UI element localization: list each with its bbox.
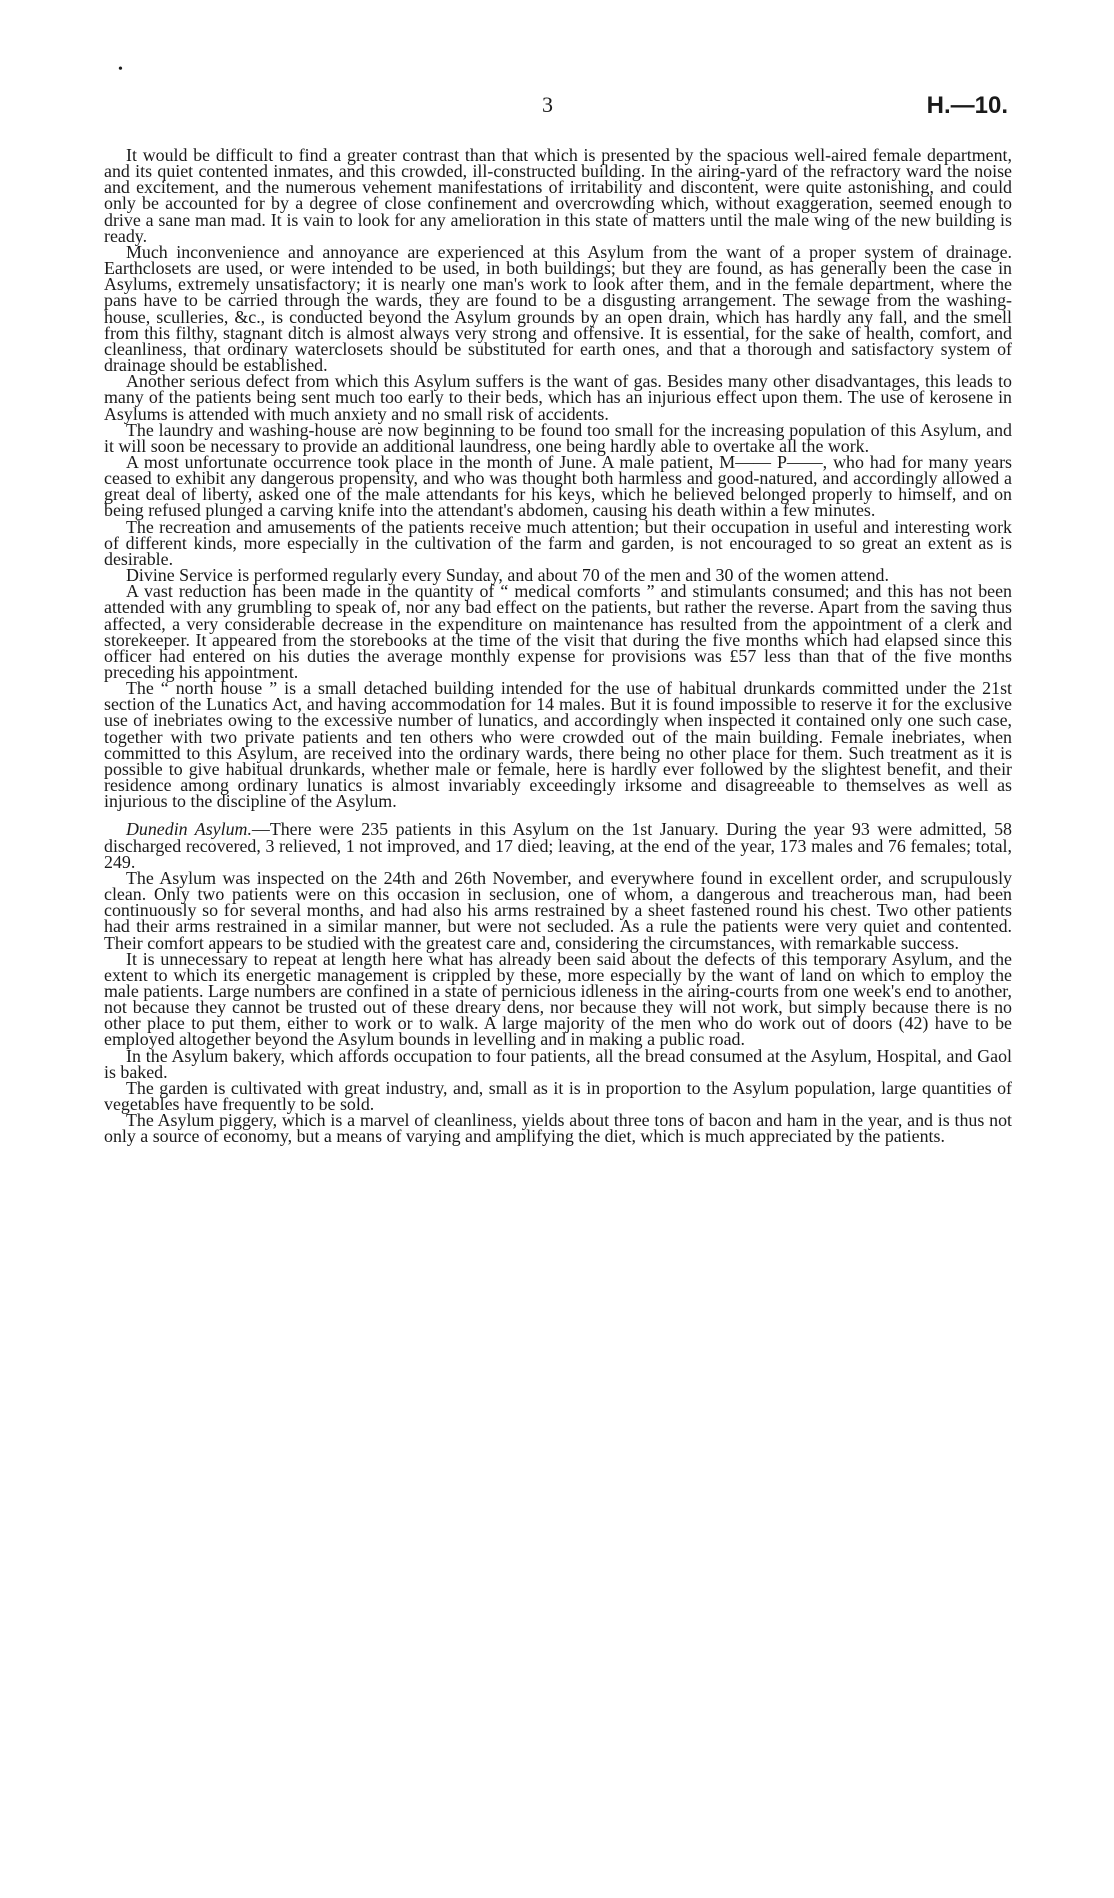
section-heading: Dunedin Asylum.	[126, 819, 252, 840]
paragraph: A most unfortunate occurrence took place in the month of June. A male patient, M—— P——, who had for many years ceased to exhibit any dangerous propensity, and who was thought both harmless and good-natured, and accordingly allowed a great deal of liberty, asked one of the male attendants for his keys, which he believed belonged properly to himself, and on being refused plunged a carving knife into the attendant's abdomen, causing his death within a few minutes.	[104, 451, 1012, 521]
paragraph: The “ north house ” is a small detached building intended for the use of habitual drunkards committed under the 21st section of the Lunatics Act, and having accommodation for 14 males. But it is found impossible to reserve it for the exclusive use of inebriates owing to the excessive number of lunatics, and accordingly when inspected it contained only one such case, together with two private patients and ten others who were crowded out of the main building. Female inebriates, when committed to this Asylum, are received into the ordinary wards, there being no other place for them. Such treatment as it is possible to give habitual drunkards, whether male or female, here is hardly ever followed by the slightest benefit, and their residence among ordinary lunatics is almost invariably exceedingly irksome and disagreeable to themselves as well as injurious to the discipline of the Asylum.	[104, 678, 1012, 812]
paragraph: Much inconvenience and annoyance are experienced at this Asylum from the want of a proper system of drainage. Earthclosets are used, or were intended to be used, in both buildings; but they are found, as has generally been the case in Asylums, extremely unsatisfactory; it is nearly one man's work to look after them, and in the female department, where the pans have to be carried through the wards, they are found to be a disgusting arrangement. The sewage from the washing-house, sculleries, &c., is conducted beyond the Asylum grounds by an open drain, which has hardly any fall, and the smell from this filthy, stagnant ditch is almost always very strong and offensive. It is essential, for the sake of health, comfort, and cleanliness, that ordinary waterclosets should be substituted for earth ones, and that a thorough and satisfactory system of drainage should be established.	[104, 241, 1012, 376]
body-text	[104, 147, 1012, 1145]
paragraph: The Asylum was inspected on the 24th and 26th November, and everywhere found in excellent order, and scrupulously clean. Only two patients were on this occasion in seclusion, one of whom, a dangerous and treacherous man, had been continuously so for several months, and had also his arms restrained by a sheet fastened round his chest. Two other patients had their arms restrained in a similar manner, but were not secluded. As a rule the patients were very quiet and contented. Their comfort appears to be studied with the greatest care and, considering the circumstances, with remarkable success.	[104, 867, 1012, 953]
paragraph: The recreation and amusements of the patients receive much attention; but their occupation in useful and interesting work of different kinds, more especially in the cultivation of the farm and garden, is not encouraged to so great an extent as is desirable.	[104, 516, 1012, 569]
paragraph: It is unnecessary to repeat at length here what has already been said about the defects of this temporary Asylum, and the extent to which its energetic management is crippled by these, more especially by the want of land on which to employ the male patients. Large numbers are confined in a state of pernicious idleness in the airing-courts from one week's end to another, not because they cannot be trusted out of these dreary dens, nor because they will not work, but simply because there is no other place to put them, either to work or to walk. A large majority of the men who do work out of doors (42) have to be employed altogether beyond the Asylum bounds in levelling and in making a public road.	[104, 948, 1012, 1050]
paragraph: In the Asylum bakery, which affords occupation to four patients, all the bread consumed at the Asylum, Hospital, and Gaol is baked.	[104, 1045, 1012, 1082]
page-header	[108, 92, 1008, 122]
page-number: 3	[542, 92, 553, 117]
section-text: —There were 235 patients in this Asylum on the 1st January. During the year 93 were admitted, 58 discharged recovered, 3 relieved, 1 not improved, and 17 died; leaving, at the end of the year, 173 males and 76 females; total, 249.	[104, 819, 1013, 872]
paragraph: The laundry and washing-house are now beginning to be found too small for the increasing population of this Asylum, and it will soon be necessary to provide an additional laundress, one being hardly able to overtake all the work.	[104, 419, 1012, 456]
section-paragraph	[104, 819, 1013, 872]
margin-mark: •	[118, 62, 123, 77]
document-reference: H.—10.	[926, 92, 1008, 119]
paragraph: Divine Service is performed regularly every Sunday, and about 70 of the men and 30 of the women attend.	[126, 565, 889, 586]
paragraph: It would be difficult to find a greater contrast than that which is presented by the spacious well-aired female department, and its quiet contented inmates, and this crowded, ill-constructed building. In the airing-yard of the refractory ward the noise and excitement, and the numerous vehement manifestations of irritability and discontent, were quite astonishing, and could only be accounted for by a degree of close confinement and overcrowding which, without exaggeration, seemed enough to drive a sane man mad. It is vain to look for any amelioration in this state of matters until the male wing of the new building is ready.	[104, 145, 1012, 246]
paragraph: A vast reduction has been made in the quantity of “ medical comforts ” and stimulants consumed; and this has not been attended with any grumbling to speak of, nor any bad effect on the patients, but rather the reverse. Apart from the saving thus affected, a very considerable decrease in the expenditure on maintenance has resulted from the appointment of a clerk and storekeeper. It appeared from the storebooks at the time of the visit that during the five months which had elapsed since this officer had entered on his duties the average monthly expense for provisions was £57 less than that of the five months preceding his appointment.	[104, 581, 1012, 682]
paragraph: Another serious defect from which this Asylum suffers is the want of gas. Besides many other disadvantages, this leads to many of the patients being sent much too early to their beds, which has an injurious effect upon them. The use of kerosene in Asylums is attended with much anxiety and no small risk of accidents.	[104, 371, 1012, 424]
paragraph: The garden is cultivated with great industry, and, small as it is in proportion to the Asylum population, large quantities of vegetables have frequently to be sold.	[104, 1077, 1012, 1115]
paragraph: The Asylum piggery, which is a marvel of cleanliness, yields about three tons of bacon and ham in the year, and is thus not only a source of economy, but a means of varying and amplifying the diet, which is much appreciated by the patients.	[104, 1110, 1012, 1147]
